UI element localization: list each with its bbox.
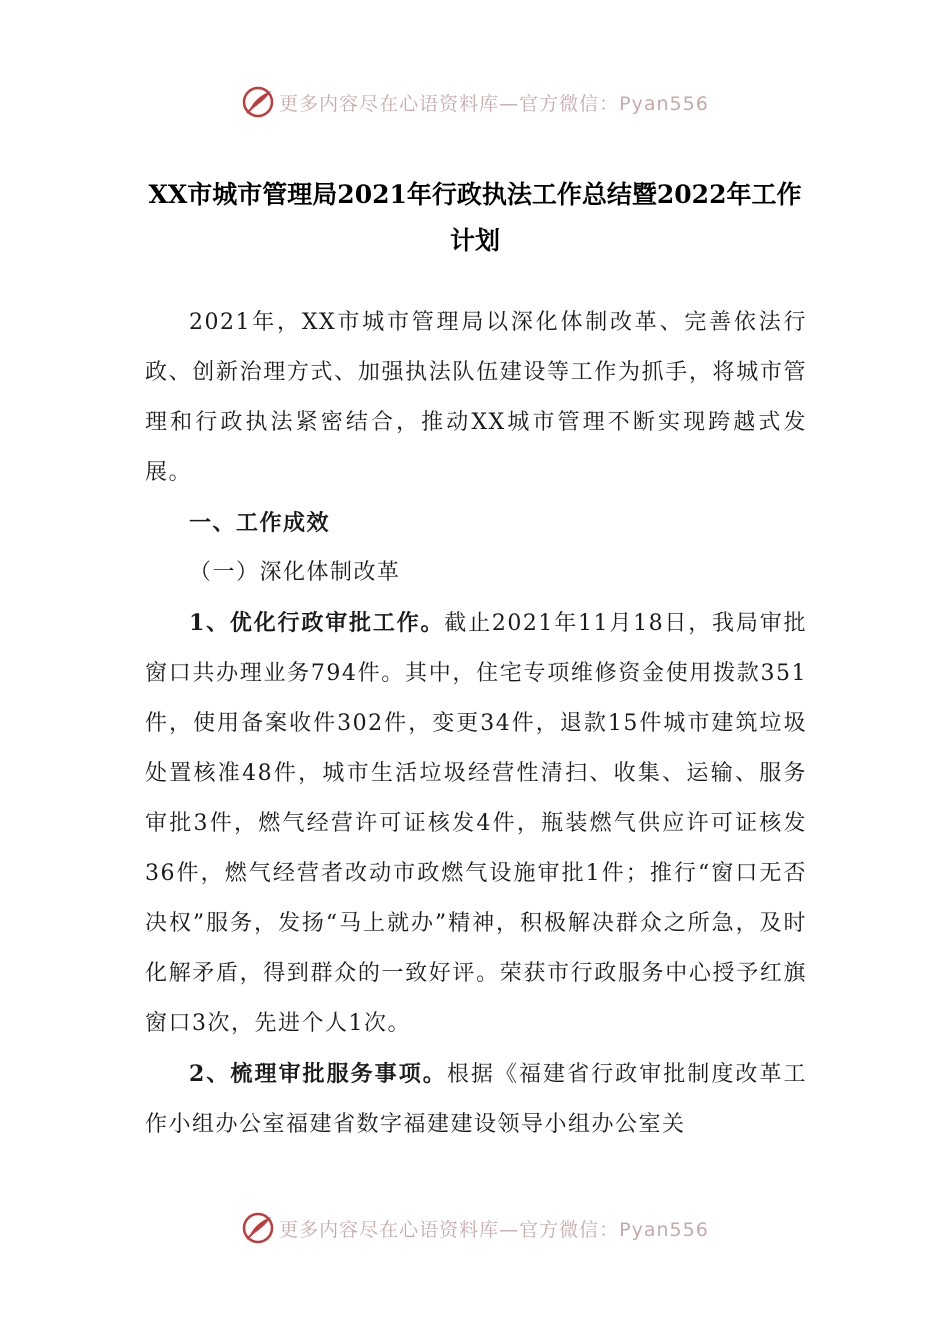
document-body bbox=[145, 298, 807, 1150]
document-title: XX市城市管理局2021年行政执法工作总结暨2022年工作计划 bbox=[148, 180, 802, 255]
footer-watermark bbox=[0, 1208, 950, 1248]
item-2-lead: 2、梳理审批服务事项。 bbox=[189, 1061, 447, 1087]
watermark-text: 更多内容尽在心语资料库—官方微信：Pyan556 bbox=[279, 92, 709, 115]
section-heading: 一、工作成效 bbox=[189, 510, 331, 536]
quill-logo-icon bbox=[241, 85, 275, 119]
quill-logo-icon bbox=[241, 1211, 275, 1245]
item-1-paragraph bbox=[145, 598, 807, 1049]
watermark-text: 更多内容尽在心语资料库—官方微信：Pyan556 bbox=[279, 1218, 709, 1241]
subsection-heading: （一）深化体制改革 bbox=[189, 560, 401, 585]
item-1-lead: 1、优化行政审批工作。 bbox=[189, 610, 445, 636]
item-2-paragraph bbox=[145, 1049, 807, 1150]
intro-paragraph: 2021年，XX市城市管理局以深化体制改革、完善依法行政、创新治理方式、加强执法队伍建设等工作为抓手，将城市管理和行政执法紧密结合，推动XX城市管理不断实现跨越式发展。 bbox=[145, 310, 807, 485]
item-1-text: 截止2021年11月18日，我局审批窗口共办理业务794件。其中，住宅专项维修资金使用拨款351件，使用备案收件302件，变更34件，退款15件城市建筑垃圾处置核准48件，城市生活垃圾经营性清扫、收集、运输、服务审批3件，燃气经营许可证核发4件，瓶装燃气供应许可证核发36件，燃气经营者改动市政燃气设施审批1件；推行“窗口无否决权”服务，发扬“马上就办”精神，积极解决群众之所急，及时化解矛盾，得到群众的一致好评。荣获市行政服务中心授予红旗窗口3次，先进个人1次。 bbox=[145, 611, 808, 1036]
header-watermark bbox=[0, 82, 950, 122]
item-2-text: 根据《福建省行政审批制度改革工作小组办公室福建省数字福建建设领导小组办公室关 bbox=[145, 1062, 807, 1137]
